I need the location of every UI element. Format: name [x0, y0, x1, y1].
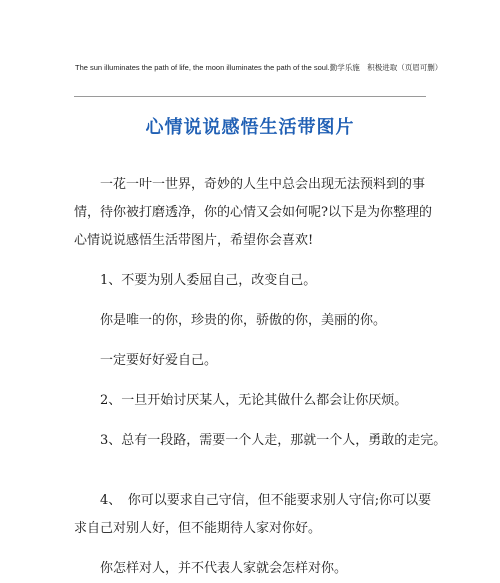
document-body — [74, 171, 447, 583]
paragraph-how-you-treat: 你怎样对人，并不代表人家就会怎样对你。 — [100, 561, 348, 576]
paragraph-intro — [74, 171, 430, 199]
paragraph-line: 4、 你可以要求自己守信，但不能要求别人守信;你可以要 — [100, 493, 432, 508]
paragraph-item-2: 2、一旦开始讨厌某人，无论其做什么都会让你厌烦。 — [100, 393, 408, 408]
paragraph-item-1: 1、不要为别人委屈自己，改变自己。 — [100, 273, 317, 288]
paragraph-item-4 — [74, 487, 430, 515]
paragraph-line: 心情说说感悟生活带图片，希望你会喜欢! — [74, 233, 314, 248]
paragraph-item-3: 3、总有一段路，需要一个人走，那就一个人，勇敢的走完。 — [100, 433, 447, 448]
paragraph-unique: 你是唯一的你，珍贵的你，骄傲的你，美丽的你。 — [100, 313, 387, 328]
document-title: 心情说说感悟生活带图片 — [145, 117, 355, 138]
paragraph-love-self: 一定要好好爱自己。 — [100, 353, 218, 368]
paragraph-line: 一花一叶一世界，奇妙的人生中总会出现无法预料到的事 — [100, 177, 426, 192]
paragraph-item-4-continued — [74, 515, 430, 543]
paragraph-line: 情，待你被打磨透净，你的心情又会如何呢?以下是为你整理的 — [74, 205, 432, 220]
header-divider — [74, 96, 426, 97]
page-header — [75, 63, 443, 73]
paragraph-line: 求自己对别人好，但不能期待人家对你好。 — [74, 521, 322, 536]
paragraph-intro-continued — [74, 199, 430, 255]
header-chinese-text: 勤学乐施 积极进取（页眉可删） — [329, 63, 443, 72]
header-english-text: The sun illuminates the path of life, the moon illuminates the path of the soul. — [75, 63, 330, 72]
